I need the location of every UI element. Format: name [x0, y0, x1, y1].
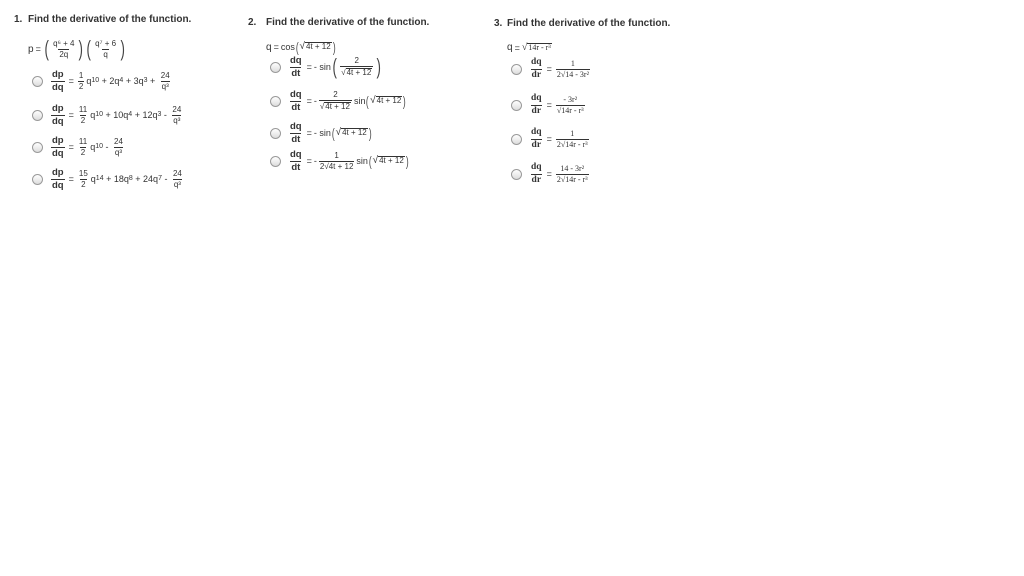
radio-button[interactable] — [270, 62, 281, 73]
derivative-symbol: $\frac{dq}{dt}$ — [290, 55, 302, 79]
question-1 — [14, 14, 191, 25]
radio-button[interactable] — [32, 110, 43, 121]
radio-button[interactable] — [511, 169, 522, 180]
derivative-symbol: $\frac{dp}{dq}$ — [52, 167, 64, 191]
derivative-symbol: $\frac{dp}{dq}$ — [52, 103, 64, 127]
q3-option-c[interactable]: $\frac{dq}{dr}$ = $\frac{1}{\text{2√14r - r³}}$ — [511, 128, 591, 150]
q2-option-c[interactable]: $\frac{dq}{dt}$ = - sin ( √ 4t + 12 ) — [270, 122, 372, 144]
radio-button[interactable] — [511, 64, 522, 75]
square-root: √ 4t + 12 — [299, 41, 331, 52]
question-3-stem: q = √ 14r - r³ — [507, 41, 551, 53]
radio-button[interactable] — [32, 142, 43, 153]
derivative-symbol: $\frac{dq}{dr}$ — [531, 162, 542, 185]
derivative-symbol: $\frac{dp}{dq}$ — [52, 69, 64, 93]
q1-option-c[interactable]: $\frac{dp}{dq}$ = $\frac{11}{2}$ q 10 - $\frac{24}{\text{q³}}$ — [32, 136, 126, 158]
radio-button[interactable] — [270, 128, 281, 139]
question-2 — [248, 17, 429, 28]
radio-button[interactable] — [270, 96, 281, 107]
radio-button[interactable] — [32, 174, 43, 185]
derivative-symbol: $\frac{dq}{dt}$ — [290, 89, 302, 113]
q2-option-d[interactable]: $\frac{dq}{dt}$ = - $\frac{1}{2√4t + 12}$ sin ( √ 4t + 12 ) — [270, 150, 409, 172]
q3-option-b[interactable]: $\frac{dq}{dr}$ = $\frac{\text{- 3r²}}{\text{√14r - r³}}$ — [511, 94, 587, 116]
radio-button[interactable] — [511, 134, 522, 145]
question-prompt: Find the derivative of the function. — [266, 17, 430, 28]
derivative-symbol: $\frac{dq}{dr}$ — [531, 93, 542, 116]
derivative-symbol: $\frac{dq}{dr}$ — [531, 57, 542, 80]
question-2-stem: q = cos ( √ 4t + 12 ) — [266, 39, 336, 55]
q2-option-a[interactable]: $\frac{dq}{dt}$ = - sin ( 2 √ 4t + 12 ) — [270, 56, 383, 78]
question-2-header — [248, 17, 429, 28]
radio-button[interactable] — [511, 100, 522, 111]
question-1-stem: p = ( $\frac{\text{q⁶ + 4}}{2q}$ ) ( $\frac{\text{q⁷ + 6}}{q}$ ) — [28, 36, 125, 61]
question-1-header — [14, 14, 191, 25]
question-3-header — [494, 18, 670, 29]
q1-option-a[interactable]: $\frac{dp}{dq}$ = $\frac{1}{2}$ q 10 + 2q 4 + 3q 3 + $\frac{24}{\text{q³}}$ — [32, 70, 173, 92]
question-3 — [494, 18, 670, 29]
question-prompt: Find the derivative of the function. — [507, 18, 671, 29]
stem-fraction-1: $\frac{\text{q⁶ + 4}}{2q}$ — [53, 38, 75, 59]
question-number: 2. — [248, 17, 257, 28]
question-number: 3. — [494, 18, 503, 29]
derivative-symbol: $\frac{dq}{dr}$ — [531, 127, 542, 150]
q2-option-b[interactable]: $\frac{dq}{dt}$ = - 2 √ 4t + 12 sin ( √ 4t + 12 ) — [270, 90, 407, 112]
q1-option-b[interactable]: $\frac{dp}{dq}$ = $\frac{11}{2}$ q 10 + 10q 4 + 12q 3 - $\frac{24}{\text{q³}}$ — [32, 104, 184, 126]
question-prompt: Find the derivative of the function. — [28, 14, 192, 25]
derivative-symbol: $\frac{dq}{dt}$ — [290, 121, 302, 145]
stem-fraction-2: $\frac{\text{q⁷ + 6}}{q}$ — [95, 38, 117, 59]
q3-option-a[interactable]: $\frac{dq}{dr}$ = $\frac{1}{\text{2√14 - 3r²}}$ — [511, 58, 592, 80]
derivative-symbol: $\frac{dp}{dq}$ — [52, 135, 64, 159]
q1-option-d[interactable]: $\frac{dp}{dq}$ = $\frac{15}{2}$ q 14 + 18q 8 + 24q 7 - $\frac{24}{\text{q³}}$ — [32, 168, 185, 190]
q3-option-d[interactable]: $\frac{dq}{dr}$ = $\frac{\text{14 - 3r²}}{\text{2√14r - r³}}$ — [511, 163, 591, 185]
square-root: √ 14r - r³ — [521, 41, 551, 53]
derivative-symbol: $\frac{dq}{dt}$ — [290, 149, 302, 173]
radio-button[interactable] — [270, 156, 281, 167]
question-number: 1. — [14, 14, 23, 25]
radio-button[interactable] — [32, 76, 43, 87]
